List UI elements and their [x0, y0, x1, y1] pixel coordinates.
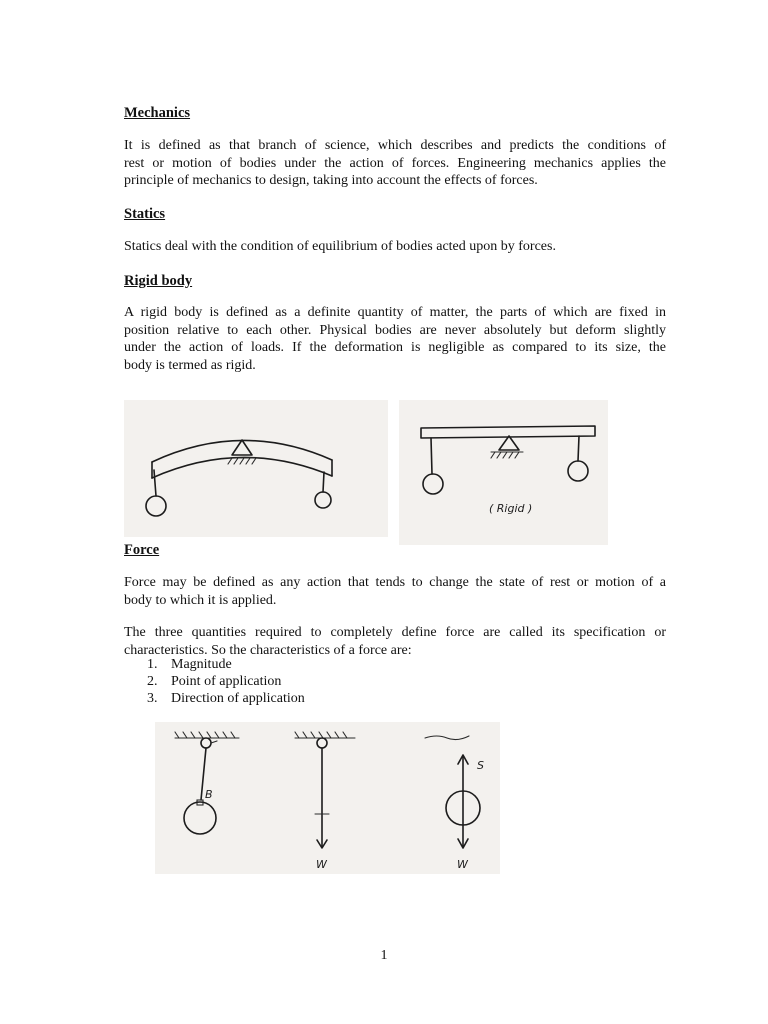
paragraph-mechanics — [124, 137, 666, 190]
curved-beam-top — [152, 440, 332, 462]
list-number: 2. — [147, 673, 158, 689]
beam-ends — [152, 460, 332, 478]
right-hanger — [578, 436, 579, 461]
paragraph-line: body to which it is applied. — [124, 592, 277, 608]
left-weight — [146, 496, 166, 516]
left-weight — [423, 474, 443, 494]
left-hanger — [154, 470, 156, 496]
figure-deformable-beam — [124, 400, 388, 537]
hinge-mark-a — [211, 741, 217, 743]
label-s: S — [477, 759, 484, 772]
paragraph-line: body is termed as rigid. — [124, 357, 256, 373]
left-hanger — [431, 438, 432, 474]
right-weight — [315, 492, 331, 508]
paragraph-line: rest or motion of bodies under the action of forces. Engineering mechanics applies the — [124, 155, 666, 171]
paragraph-line: position relative to each other. Physical bodies are never absolutely but deform slightly — [124, 322, 666, 338]
heading-force: Force — [124, 542, 160, 558]
figure-force-sketches — [155, 722, 500, 874]
label-b: B — [205, 788, 213, 801]
paragraph-line: characteristics. So the characteristics of a force are: — [124, 642, 412, 658]
deformable-beam-sketch — [124, 400, 388, 537]
paragraph-line: Statics deal with the condition of equilibrium of bodies acted upon by forces. — [124, 239, 556, 254]
support-triangle — [232, 440, 252, 455]
right-weight — [568, 461, 588, 481]
ceiling-hatch-2 — [295, 732, 355, 738]
page-number: 1 — [380, 948, 388, 963]
list-number: 3. — [147, 690, 158, 706]
rigid-beam-sketch — [399, 400, 608, 545]
ground-hatch — [491, 452, 523, 458]
right-hanger — [323, 472, 324, 492]
heading-mechanics: Mechanics — [124, 105, 191, 121]
support-triangle — [499, 436, 519, 450]
paragraph-line: under the action of loads. If the deformation is negligible as compared to its size, the — [124, 340, 666, 355]
paragraph-statics — [124, 238, 666, 256]
list-text: Magnitude — [171, 657, 232, 672]
force-sketches — [155, 722, 500, 874]
label-w2: W — [457, 858, 468, 871]
ground-hatch — [228, 458, 258, 464]
ball-1 — [184, 802, 216, 834]
hinge-pin-1 — [201, 738, 211, 748]
list-item — [147, 657, 305, 674]
paragraph-force-characteristics — [124, 624, 666, 659]
paragraph-force-definition — [124, 574, 666, 609]
wavy-surface — [425, 736, 469, 740]
paragraph-line: Force may be defined as any action that tends to change the state of rest or motion of a — [124, 575, 666, 590]
list-number: 1. — [147, 657, 158, 672]
heading-statics: Statics — [124, 206, 166, 222]
list-item — [147, 691, 305, 708]
label-w1: W — [316, 858, 327, 871]
list-text: Direction of application — [171, 690, 305, 706]
hinge-pin-2 — [317, 738, 327, 748]
list-item — [147, 674, 305, 691]
paragraph-line: It is defined as that branch of science, which describes and predicts the conditions of — [124, 138, 666, 153]
paragraph-line: A rigid body is defined as a definite quantity of matter, the parts of which are fixed in — [124, 305, 666, 320]
force-characteristics-list — [147, 657, 305, 707]
list-text: Point of application — [171, 673, 282, 689]
heading-rigid-body: Rigid body — [124, 273, 193, 289]
figure-rigid-beam — [399, 400, 608, 545]
rigid-label: ( Rigid ) — [489, 502, 533, 515]
paragraph-line: The three quantities required to completely define force are called its specification or — [124, 625, 666, 640]
paragraph-rigid-body — [124, 304, 666, 374]
ceiling-hatch-1 — [175, 732, 239, 738]
paragraph-line: principle of mechanics to design, taking into account the effects of forces. — [124, 173, 538, 188]
